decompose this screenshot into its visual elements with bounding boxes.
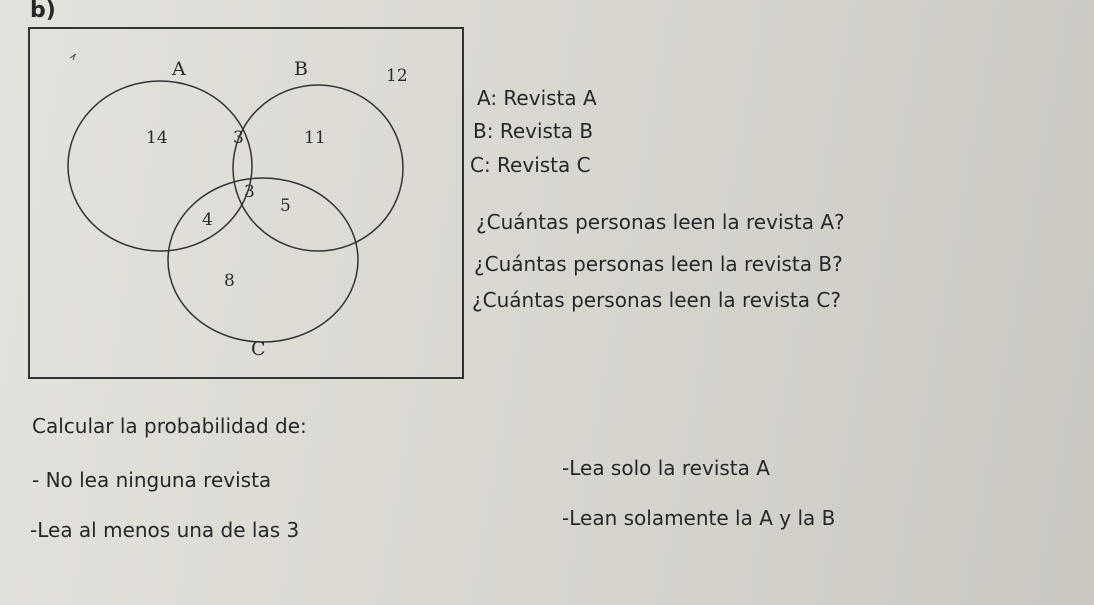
region-a-and-b: 3 <box>233 128 244 148</box>
region-only-b: 11 <box>304 128 326 148</box>
question-a: ¿Cuántas personas leen la revista A? <box>476 210 845 234</box>
probability-item: -Lean solamente la A y la B <box>562 506 836 530</box>
set-label-b: B <box>294 58 308 80</box>
legend-b: B: Revista B <box>473 119 594 143</box>
circle-b <box>233 85 403 251</box>
venn-diagram <box>0 0 470 385</box>
circle-a <box>68 81 252 251</box>
region-only-a: 14 <box>146 128 168 148</box>
region-a-and-c: 4 <box>202 210 213 230</box>
legend-a: A: Revista A <box>477 86 597 110</box>
question-b: ¿Cuántas personas leen la revista B? <box>474 252 843 276</box>
region-a-b-c: 3 <box>244 182 255 202</box>
legend-c: C: Revista C <box>470 153 591 177</box>
question-c: ¿Cuántas personas leen la revista C? <box>472 288 841 312</box>
probability-item: -Lea solo la revista A <box>562 456 770 480</box>
exercise-label: b) <box>30 0 56 23</box>
set-label-c: C <box>251 338 266 360</box>
probability-item: -Lea al menos una de las 3 <box>30 518 300 542</box>
region-outside: 12 <box>386 66 408 86</box>
probability-item: - No lea ninguna revista <box>32 468 272 492</box>
pen-mark <box>70 54 76 60</box>
probability-heading: Calcular la probabilidad de: <box>32 414 307 438</box>
region-b-and-c: 5 <box>280 196 291 216</box>
region-only-c: 8 <box>224 271 235 291</box>
circle-c <box>168 178 358 342</box>
set-label-a: A <box>172 58 186 80</box>
